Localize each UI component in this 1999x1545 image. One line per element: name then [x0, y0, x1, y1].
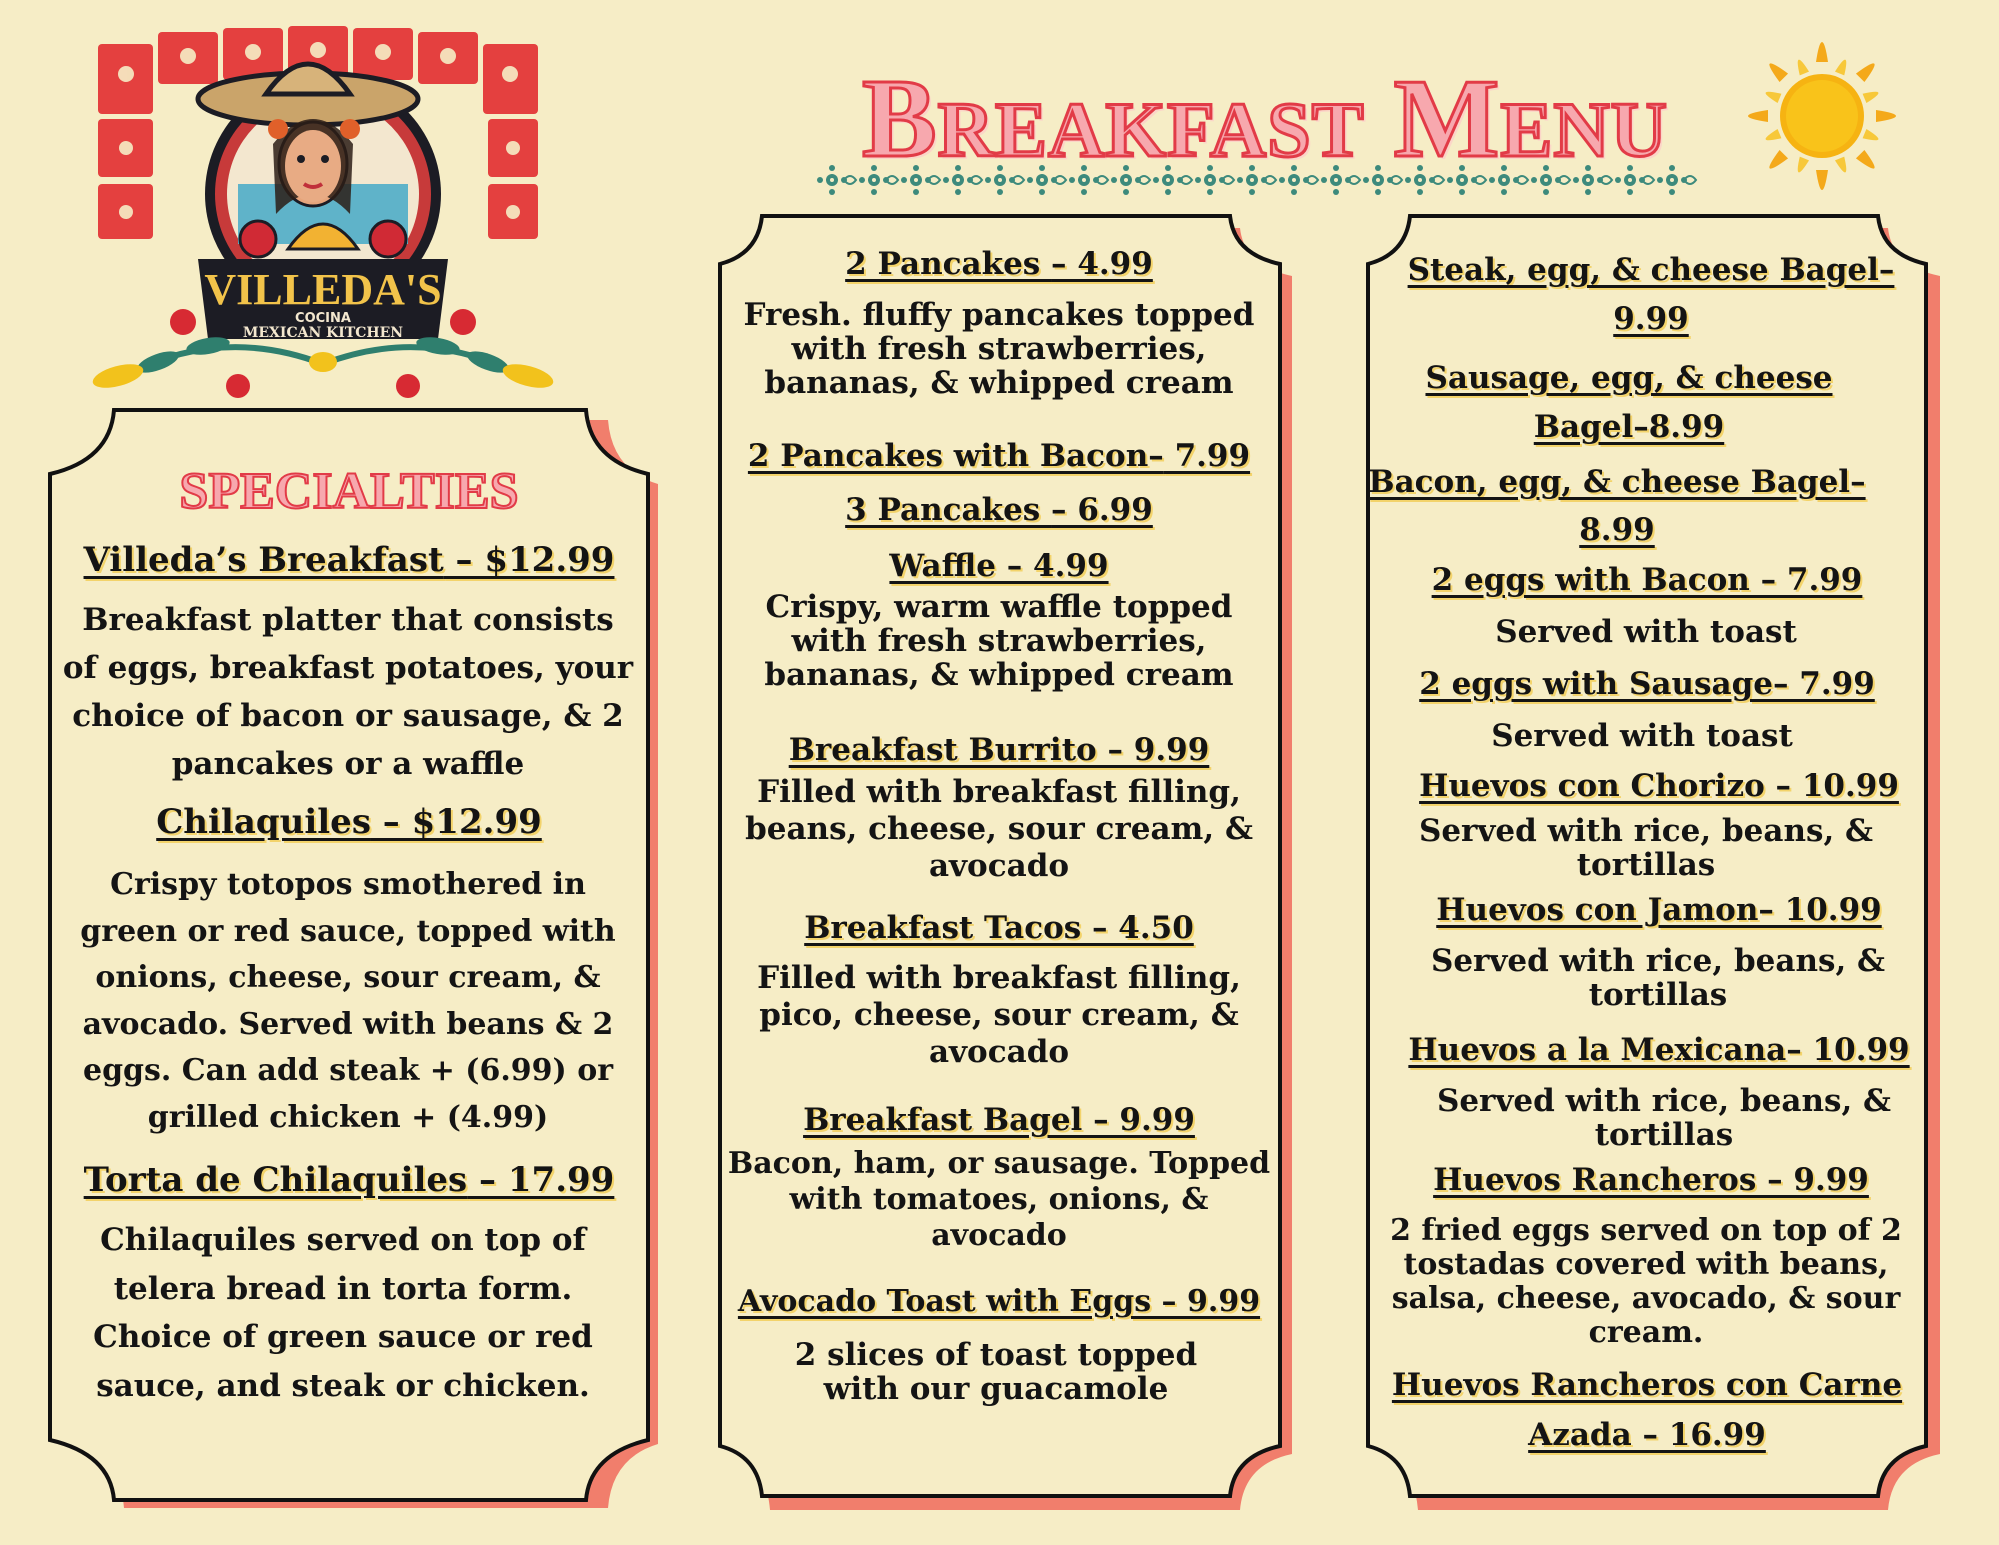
ornament-motif	[1195, 165, 1234, 195]
menu-item-description: Bacon, ham, or sausage. Topped with tomatoes, onions, & avocado	[727, 1146, 1271, 1253]
ornament-motif	[985, 165, 1024, 195]
menu-item-2-eggs-with-sausage: 2 eggs with Sausage– 7.99	[1419, 666, 1875, 702]
menu-item-torta-de-chilaquiles	[48, 1160, 650, 1200]
menu-item-description: 2 slices of toast topped with our guacamole	[794, 1337, 1198, 1407]
ornament-motif	[1027, 165, 1066, 195]
sun-icon	[1732, 24, 1912, 204]
ornament-motif	[1405, 165, 1444, 195]
ornament-motif	[1321, 165, 1360, 195]
middle-menu-panel	[718, 214, 1280, 1510]
menu-item-description: Chilaquiles served on top of telera bread in torta form. Choice of green sauce or red sauce, and steak or chicken.	[93, 1222, 593, 1404]
ornament-motif	[1531, 165, 1570, 195]
item-price: – 17.99	[467, 1160, 615, 1200]
menu-item-description: Served with rice, beans, & tortillas	[1436, 1083, 1892, 1153]
sun-ray	[1765, 150, 1788, 173]
ornament-motif	[1489, 165, 1528, 195]
item-name: Chilaquiles	[156, 802, 371, 842]
item-price: – $12.99	[370, 802, 542, 842]
menu-item-bacon-egg-cheese-bagel: Bacon, egg, & cheese Bagel– 8.99	[1368, 464, 1866, 548]
menu-item-breakfast-tacos: Breakfast Tacos – 4.50	[804, 910, 1194, 946]
sun-ray	[1764, 129, 1782, 144]
restaurant-logo	[88, 24, 558, 404]
item-price: – $12.99	[443, 540, 615, 580]
sun-ray	[1748, 110, 1768, 122]
sun-ray	[1794, 58, 1809, 76]
sun-ray	[1876, 110, 1896, 122]
specialties-heading: SPECIALTIES	[179, 463, 519, 520]
sun-ray	[1863, 88, 1881, 103]
menu-item-description: Served with toast	[1495, 614, 1797, 650]
logo-sub2: MEXICAN KITCHEN	[242, 325, 404, 341]
menu-item-villedas-breakfast	[48, 540, 650, 580]
ornament-motif	[817, 165, 856, 195]
sun-ray	[1835, 58, 1850, 76]
ornament-motif	[1447, 165, 1486, 195]
ornament-motif	[1111, 165, 1150, 195]
right-menu-panel	[1366, 214, 1928, 1510]
menu-item-3-pancakes: 3 Pancakes – 6.99	[845, 492, 1153, 528]
ornament-motif	[901, 165, 940, 195]
menu-title	[800, 57, 1730, 181]
sun-ray	[1794, 157, 1809, 175]
ornament-motif	[1237, 165, 1276, 195]
specialties-panel	[48, 408, 650, 1508]
menu-item-breakfast-burrito: Breakfast Burrito – 9.99	[788, 732, 1210, 768]
ornament-motif	[859, 165, 898, 195]
ornament-motif	[1363, 165, 1402, 195]
menu-item-chilaquiles	[48, 802, 650, 842]
ornament-motif	[943, 165, 982, 195]
logo-sub1: COCINA	[295, 311, 351, 326]
menu-item-2-eggs-with-bacon: 2 eggs with Bacon – 7.99	[1431, 562, 1863, 598]
menu-item-huevos-rancheros: Huevos Rancheros – 9.99	[1433, 1162, 1869, 1198]
item-name: Villeda’s Breakfast	[83, 540, 444, 580]
sun-ray	[1863, 129, 1881, 144]
logo-name: VILLEDA'S	[204, 265, 442, 314]
sun-ray	[1856, 59, 1879, 82]
menu-item-description: Served with rice, beans, & tortillas	[1418, 813, 1874, 883]
sun-ray	[1835, 157, 1850, 175]
ornament-motif	[1279, 165, 1318, 195]
menu-item-description: Breakfast platter that consists of eggs, breakfast potatoes, your choice of bacon or sausage, & 2 pancakes or a waffle	[62, 602, 634, 782]
menu-item-waffle: Waffle – 4.99	[889, 548, 1109, 584]
sun-ray	[1816, 42, 1828, 62]
ornament-motif	[1615, 165, 1654, 195]
decorative-border-ornament	[810, 162, 1710, 198]
menu-item-description: Crispy, warm waffle topped with fresh strawberries, bananas, & whipped cream	[764, 589, 1234, 693]
menu-item-avocado-toast-with-eggs: Avocado Toast with Eggs – 9.99	[737, 1284, 1261, 1319]
menu-item-sausage-egg-cheese-bagel: Sausage, egg, & cheese Bagel–8.99	[1425, 360, 1833, 445]
sun-ray	[1856, 150, 1879, 173]
ornament-motif	[1657, 165, 1696, 195]
menu-item-description: Served with rice, beans, & tortillas	[1430, 943, 1886, 1013]
sun-ray	[1764, 88, 1782, 103]
menu-item-description: Filled with breakfast filling, pico, cheese, sour cream, & avocado	[757, 960, 1241, 1070]
menu-item-huevos-a-la-mexicana: Huevos a la Mexicana– 10.99	[1408, 1032, 1910, 1068]
ornament-motif	[1573, 165, 1612, 195]
menu-item-2-pancakes-with-bacon: 2 Pancakes with Bacon– 7.99	[747, 438, 1251, 474]
menu-item-2-pancakes: 2 Pancakes – 4.99	[845, 246, 1153, 282]
ornament-motif	[1069, 165, 1108, 195]
ornament-motif	[1153, 165, 1192, 195]
sun-ray	[1765, 59, 1788, 82]
menu-item-breakfast-bagel: Breakfast Bagel – 9.99	[803, 1102, 1195, 1138]
item-name: Torta de Chilaquiles	[83, 1160, 468, 1200]
menu-item-description: Served with toast	[1491, 718, 1793, 754]
menu-item-huevos-con-jamon: Huevos con Jamon– 10.99	[1436, 892, 1882, 928]
menu-item-description: 2 fried eggs served on top of 2 tostadas covered with beans, salsa, cheese, avocado, & sour cream.	[1390, 1213, 1902, 1350]
menu-item-description: Filled with breakfast filling, beans, cheese, sour cream, & avocado	[745, 774, 1253, 884]
menu-item-huevos-con-chorizo: Huevos con Chorizo – 10.99	[1419, 768, 1899, 804]
menu-item-huevos-rancheros-con-carne-azada: Huevos Rancheros con Carne Azada – 16.99	[1391, 1367, 1903, 1453]
menu-item-steak-egg-cheese-bagel: Steak, egg, & cheese Bagel– 9.99	[1407, 252, 1895, 337]
menu-item-description: Crispy totopos smothered in green or red sauce, topped with onions, cheese, sour cream, & avocado. Served with beans & 2 eggs. Can add steak + (6.99) or grilled chicken + (4.99)	[80, 867, 616, 1135]
menu-title-text: Breakfast Menu	[861, 57, 1669, 181]
sun-ray	[1816, 170, 1828, 190]
menu-item-description: Fresh. fluffy pancakes topped with fresh strawberries, bananas, & whipped cream	[743, 297, 1255, 401]
